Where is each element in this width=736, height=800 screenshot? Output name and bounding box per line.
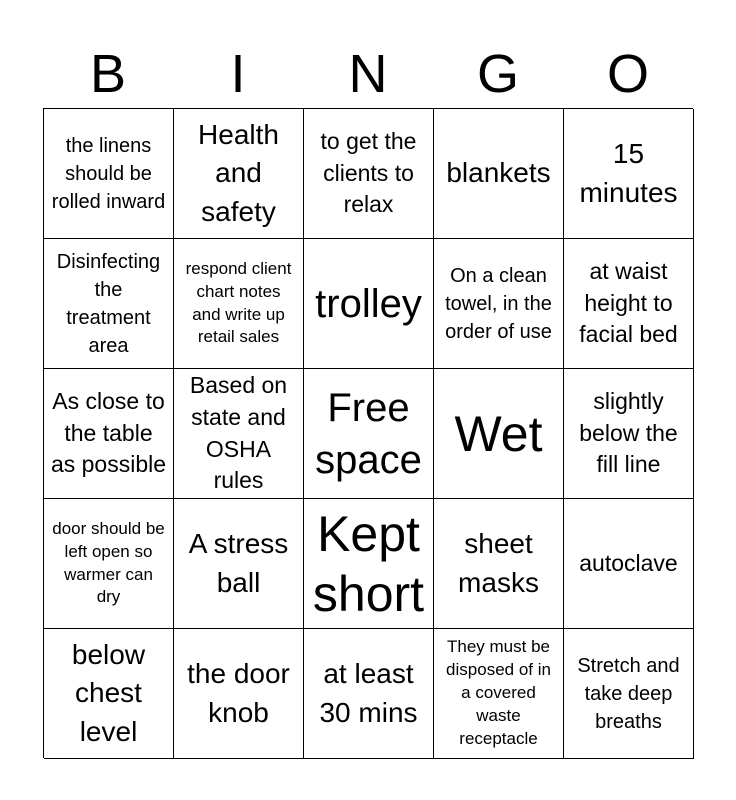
bingo-cell-r1-c3[interactable]	[304, 109, 434, 239]
cell-text: at least 30 mins	[319, 657, 418, 728]
cell-text: to get the clients to relax	[320, 127, 417, 218]
bingo-cell-r1-c2[interactable]	[174, 109, 304, 239]
cell-text: the door knob	[187, 657, 290, 728]
header-letter-b: B	[89, 44, 127, 104]
cell-text: A stress ball	[188, 527, 289, 598]
bingo-cell-r1-c4[interactable]	[434, 109, 564, 239]
bingo-cell-r5-c4[interactable]	[434, 629, 564, 759]
header-letter-o: O	[606, 44, 649, 104]
bingo-board	[43, 108, 693, 758]
bingo-cell-r3-c5[interactable]	[564, 369, 694, 499]
cell-text: Based on state and OSHA rules	[189, 372, 288, 494]
cell-text: below chest level	[71, 638, 146, 747]
cell-text: Health and safety	[198, 118, 279, 227]
bingo-cell-r1-c1[interactable]	[44, 109, 174, 239]
bingo-cell-r4-c2[interactable]	[174, 499, 304, 629]
cell-text: slightly below the fill line	[579, 387, 678, 478]
bingo-cell-r2-c5[interactable]	[564, 239, 694, 369]
bingo-cell-r2-c4[interactable]	[434, 239, 564, 369]
cell-text: Wet	[454, 405, 543, 462]
bingo-cell-r4-c4[interactable]	[434, 499, 564, 629]
cell-text: They must be disposed of in a covered waste receptacle	[446, 637, 551, 748]
bingo-cell-r4-c3[interactable]	[304, 499, 434, 629]
header-letter-i: I	[230, 44, 246, 104]
cell-text: Kept short	[312, 505, 425, 622]
bingo-cell-r5-c3[interactable]	[304, 629, 434, 759]
bingo-cell-r3-c4[interactable]	[434, 369, 564, 499]
cell-text: On a clean towel, in the order of use	[445, 264, 552, 343]
bingo-cell-r4-c5[interactable]	[564, 499, 694, 629]
bingo-cell-r3-c2[interactable]	[174, 369, 304, 499]
cell-text: at waist height to facial bed	[579, 257, 678, 348]
cell-text: 15 minutes	[579, 137, 678, 208]
header-letter-g: G	[476, 44, 519, 104]
cell-text: autoclave	[579, 549, 678, 576]
bingo-cell-r2-c2[interactable]	[174, 239, 304, 369]
cell-text: As close to the table as possible	[50, 387, 167, 478]
cell-text: trolley	[315, 281, 422, 326]
header-letter-n: N	[348, 44, 388, 104]
cell-text: the linens should be rolled inward	[51, 134, 166, 213]
bingo-cell-r5-c1[interactable]	[44, 629, 174, 759]
cell-text: door should be left open so warmer can dry	[52, 518, 165, 607]
cell-text: Disinfecting the treatment area	[56, 250, 161, 357]
cell-text: Stretch and take deep breaths	[577, 654, 680, 733]
bingo-cell-r4-c1[interactable]	[44, 499, 174, 629]
bingo-header	[43, 40, 693, 108]
bingo-cell-r5-c2[interactable]	[174, 629, 304, 759]
bingo-cell-r2-c1[interactable]	[44, 239, 174, 369]
cell-text: Free space	[315, 385, 422, 482]
bingo-cell-r2-c3[interactable]	[304, 239, 434, 369]
cell-text: blankets	[446, 157, 551, 189]
cell-text: sheet masks	[458, 527, 539, 598]
bingo-cell-r5-c5[interactable]	[564, 629, 694, 759]
bingo-cell-r3-c1[interactable]	[44, 369, 174, 499]
bingo-cell-r1-c5[interactable]	[564, 109, 694, 239]
bingo-cell-r3-c3-free-space[interactable]	[304, 369, 434, 499]
cell-text: respond client chart notes and write up retail sales	[185, 258, 292, 347]
